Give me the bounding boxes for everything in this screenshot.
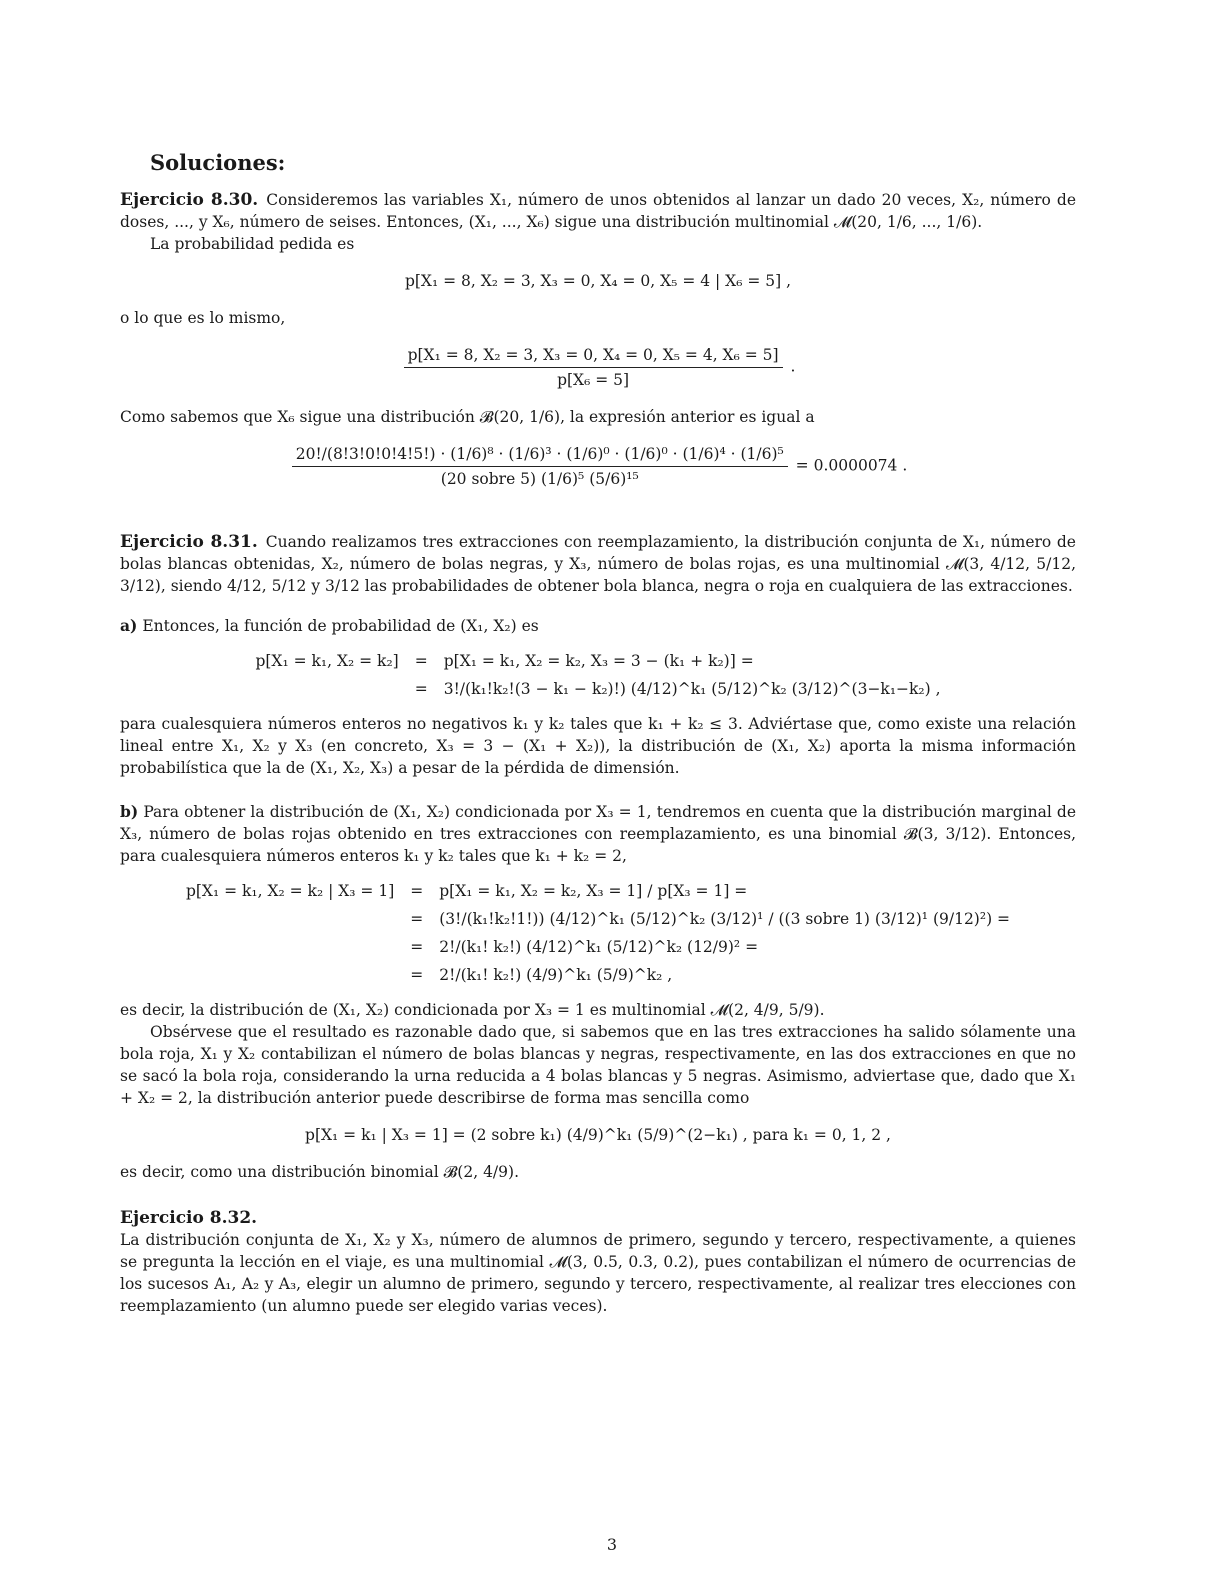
ex830-eq2-num: p[X₁ = 8, X₂ = 3, X₃ = 0, X₄ = 0, X₅ = 4, X₆ = 5] (404, 343, 783, 368)
ex831-a-equation: p[X₁ = k₁, X₂ = k₂] = p[X₁ = k₁, X₂ = k₂, X₃ = 3 − (k₁ + k₂)] = = 3!/(k₁!k₂!(3 − k₁ − k₂)!) (4/12)^k₁ (5/12)^k₂ (3/12)^(3−k₁−k₂) , (247, 647, 948, 703)
ex831-a-label: a) (120, 616, 138, 635)
ex831-b-eq-r2: (3!/(k₁!k₂!1!)) (4/12)^k₁ (5/12)^k₂ (3/12)¹ / ((3 sobre 1) (3/12)¹ (9/12)²) = (439, 910, 1011, 928)
ex830-binom-text: Como sabemos que X₆ sigue una distribución 𝓑(20, 1/6), la expresión anterior es igual a (120, 408, 815, 426)
ex830-eq3-num: 20!/(8!3!0!0!4!5!) · (1/6)⁸ · (1/6)³ · (1/6)⁰ · (1/6)⁰ · (1/6)⁴ · (1/6)⁵ (292, 442, 788, 467)
ex832-title (120, 1207, 1076, 1229)
ex831-b-eq-r1: p[X₁ = k₁, X₂ = k₂, X₃ = 1] / p[X₃ = 1] = (439, 882, 748, 900)
ex830-prob-text: La probabilidad pedida es (150, 235, 355, 253)
ex831-title: Ejercicio 8.31. (120, 532, 258, 552)
ex830-eq3 (120, 442, 1076, 491)
ex831-a-eq-r2: 3!/(k₁!k₂!(3 − k₁ − k₂)!) (4/12)^k₁ (5/12)^k₂ (3/12)^(3−k₁−k₂) , (443, 680, 941, 698)
ex831-intro-para (120, 531, 1076, 597)
ex831-b-eq-lhs: p[X₁ = k₁, X₂ = k₂ | X₃ = 1] (185, 882, 395, 900)
ex831-b-after: es decir, la distribución de (X₁, X₂) condicionada por X₃ = 1 es multinomial 𝓜(2, 4/9, 5/9). (120, 1001, 825, 1019)
ex830-eq2: $\frac{\text{p[X₁ = 8, X₂ = 3, X₃ = 0, X₄ = 0, X₅ = 4, X₆ = 5]}}{\text{p[X₆ = 5]}}$ . (120, 343, 1076, 392)
ex830-eq2-fraction (404, 343, 783, 392)
ex831-a-after: para cualesquiera números enteros no negativos k₁ y k₂ tales que k₁ + k₂ ≤ 3. Adviértase que, como existe una relación lineal entre X₁, X₂ y X₃ (en concreto, X₃ = 3 − (X₁ + X₂)), la distribución de (X₁, X₂) aporta la misma información probabilística que la de (X₁, X₂, X₃) a pesar de la pérdida de dimensión. (120, 715, 1076, 777)
ex830-intro-para (120, 189, 1076, 233)
ex831-b-equation: p[X₁ = k₁, X₂ = k₂ | X₃ = 1] = p[X₁ = k₁, X₂ = k₂, X₃ = 1] / p[X₃ = 1] = = (3!/(k₁!k₂!1!)) (4/12)^k₁ (5/12)^k₂ (3/12)¹ / ((3 sobre 1) (3/12)¹ (9/12)²) = = 2!/(k₁! k₂!) (4/12)^k₁ (5/12)^k₂ (12/9)² = = 2!/(k₁! k₂!) (4/9)^k₁ (5/9)^k₂ , (178, 877, 1018, 989)
ex830-title: Ejercicio 8.30. (120, 190, 259, 210)
ex830-eq3-den: (20 sobre 5) (1/6)⁵ (5/6)¹⁵ (440, 470, 639, 488)
ex830-same-text: o lo que es lo mismo, (120, 309, 286, 327)
ex831-a-text: Entonces, la función de probabilidad de (X₁, X₂) es (142, 617, 539, 635)
ex830-intro: Consideremos las variables X₁, número de unos obtenidos al lanzar un dado 20 veces, X₂, número de doses, ..., y X₆, número de seises. Entonces, (X₁, ..., X₆) sigue una distribución multinomial 𝓜(20, 1/6, ..., 1/6). (120, 191, 1076, 231)
ex831-b-para (120, 801, 1076, 867)
section-title: Soluciones: (150, 150, 286, 175)
ex832-title-text: Ejercicio 8.32. (120, 1208, 258, 1228)
ex831-a-para (120, 615, 1076, 637)
ex830-eq3-result: = 0.0000074 . (795, 456, 908, 475)
page-content (120, 150, 1076, 1317)
ex831-b-obs: Obsérvese que el resultado es razonable dado que, si sabemos que en las tres extracciones ha salido sólamente una bola roja, X₁ y X₂ contabilizan el número de bolas blancas y negras, respectivamente, en las dos extracciones en que no se sacó la bola roja, considerando la urna reducida a 4 bolas blancas y 5 negras. Asimismo, adviertase que, dado que X₁ + X₂ = 2, la distribución anterior puede describirse de forma mas sencilla como (120, 1023, 1076, 1107)
ex831-b-label: b) (120, 802, 139, 821)
ex831-b-eq5: p[X₁ = k₁ | X₃ = 1] = (2 sobre k₁) (4/9)^k₁ (5/9)^(2−k₁) , para k₁ = 0, 1, 2 , (305, 1126, 891, 1144)
ex831-b-eq-r4: 2!/(k₁! k₂!) (4/9)^k₁ (5/9)^k₂ , (439, 966, 673, 984)
ex832-text: La distribución conjunta de X₁, X₂ y X₃, número de alumnos de primero, segundo y tercero, respectivamente, a quienes se pregunta la lección en el viaje, es una multinomial 𝓜(3, 0.5, 0.3, 0.2), pues contabilizan el número de ocurrencias de los sucesos A₁, A₂ y A₃, elegir un alumno de primero, segundo y tercero, respectivamente, al realizar tres elecciones con reemplazamiento (un alumno puede ser elegido varias veces). (120, 1231, 1076, 1315)
page-number: 3 (606, 1535, 618, 1554)
ex830-eq3-fraction (292, 442, 788, 491)
ex831-b-end: es decir, como una distribución binomial 𝓑(2, 4/9). (120, 1163, 519, 1181)
ex831-b-eq-r3: 2!/(k₁! k₂!) (4/12)^k₁ (5/12)^k₂ (12/9)² = (439, 938, 759, 956)
ex831-a-eq-r1: p[X₁ = k₁, X₂ = k₂, X₃ = 3 − (k₁ + k₂)] = (443, 652, 754, 670)
ex831-b-text: Para obtener la distribución de (X₁, X₂) condicionada por X₃ = 1, tendremos en cuenta que la distribución marginal de X₃, número de bolas rojas obtenido en tres extracciones con reemplazamiento, es una binomial 𝓑(3, 3/12). Entonces, para cualesquiera números enteros k₁ y k₂ tales que k₁ + k₂ = 2, (120, 803, 1076, 865)
ex830-eq1: p[X₁ = 8, X₂ = 3, X₃ = 0, X₄ = 0, X₅ = 4 | X₆ = 5] , (404, 272, 792, 290)
ex831-a-eq-lhs: p[X₁ = k₁, X₂ = k₂] (255, 652, 399, 670)
ex830-eq2-den: p[X₆ = 5] (557, 371, 630, 389)
ex831-intro: Cuando realizamos tres extracciones con reemplazamiento, la distribución conjunta de X₁, número de bolas blancas obtenidas, X₂, número de bolas negras, y X₃, número de bolas rojas, es una multinomial 𝓜(3, 4/12, 5/12, 3/12), siendo 4/12, 5/12 y 3/12 las probabilidades de obtener bola blanca, negra o roja en cualquiera de las extracciones. (120, 533, 1076, 595)
